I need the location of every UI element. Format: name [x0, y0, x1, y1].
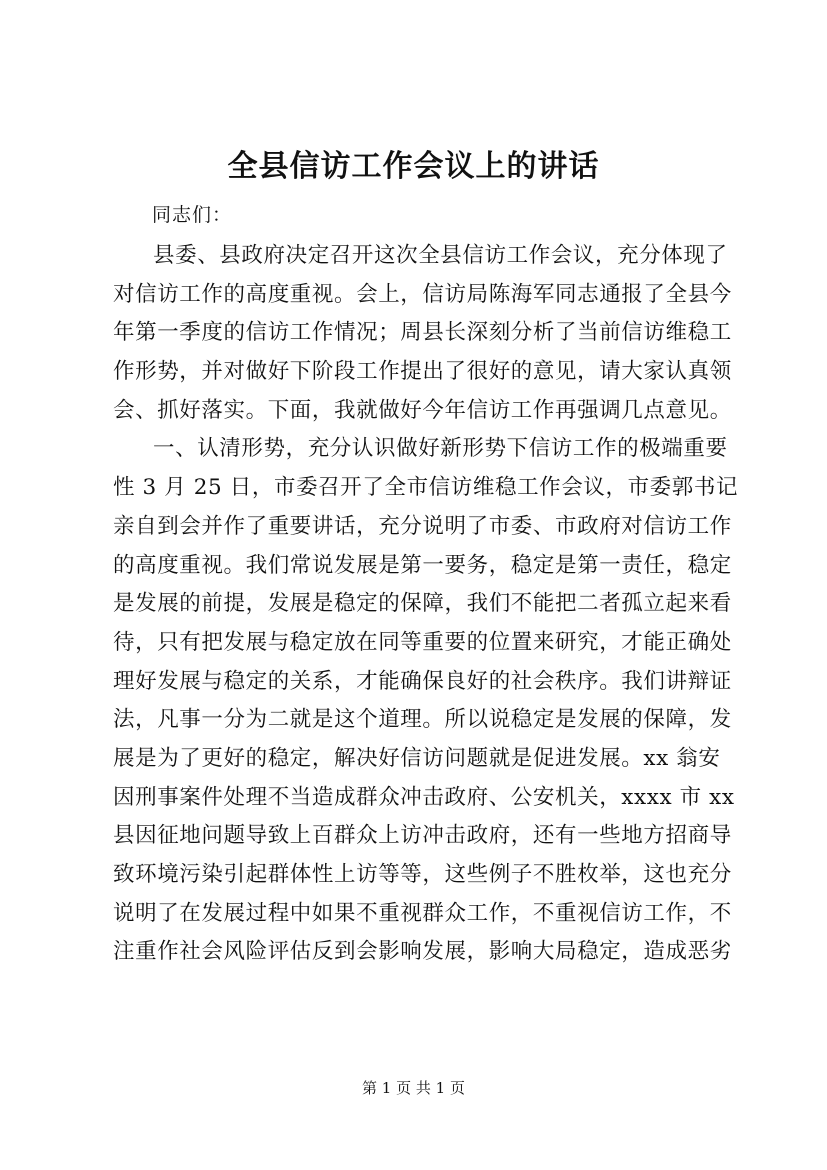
paragraph-line: 因刑事案件处理不当造成群众冲击政府、公安机关，xxxx 市 xx: [113, 784, 735, 810]
body-text: [113, 237, 739, 972]
paragraph-line: 作形势，并对做好下阶段工作提出了很好的意见，请大家认真领: [113, 359, 732, 385]
paragraph-line: 理好发展与稳定的关系，才能确保良好的社会秩序。我们讲辩证: [113, 668, 732, 694]
paragraph-line: 致环境污染引起群体性上访等等，这些例子不胜枚举，这也充分: [113, 862, 732, 887]
paragraph-line: 会、抓好落实。下面，我就做好今年信访工作再强调几点意见。: [113, 397, 732, 423]
salutation: 同志们：: [152, 204, 233, 226]
paragraph-line: 对信访工作的高度重视。会上，信访局陈海军同志通报了全县今: [113, 281, 732, 307]
paragraph-line: 的高度重视。我们常说发展是第一要务，稳定是第一责任，稳定: [113, 552, 732, 578]
paragraph-line: 性 3 月 25 日，市委召开了全市信访维稳工作会议，市委郭书记: [113, 475, 739, 501]
paragraph-line: 是发展的前提，发展是稳定的保障，我们不能把二者孤立起来看: [113, 591, 732, 617]
paragraph-line: 县因征地问题导致上百群众上访冲击政府，还有一些地方招商导: [113, 823, 732, 849]
paragraph-line: 法，凡事一分为二就是这个道理。所以说稳定是发展的保障，发: [113, 707, 732, 733]
paragraph-line: 亲自到会并作了重要讲话，充分说明了市委、市政府对信访工作: [113, 513, 732, 539]
paragraph-line: 展是为了更好的稳定，解决好信访问题就是促进发展。xx 翁安: [113, 745, 721, 771]
paragraph-line: 注重作社会风险评估反到会影响发展，影响大局稳定，造成恶劣: [113, 939, 732, 965]
page-footer: 第 1 页 共 1 页: [362, 1079, 465, 1097]
paragraph-line: 说明了在发展过程中如果不重视群众工作，不重视信访工作，不: [113, 900, 732, 926]
document-title: 全县信访工作会议上的讲话: [227, 149, 600, 184]
paragraph-line: 待，只有把发展与稳定放在同等重要的位置来研究，才能正确处: [113, 629, 732, 655]
paragraph-line: 年第一季度的信访工作情况；周县长深刻分析了当前信访维稳工: [113, 320, 732, 346]
paragraph-line: 县委、县政府决定召开这次全县信访工作会议，充分体现了: [153, 243, 728, 268]
section-heading-line: 一、认清形势，充分认识做好新形势下信访工作的极端重要: [153, 436, 728, 462]
